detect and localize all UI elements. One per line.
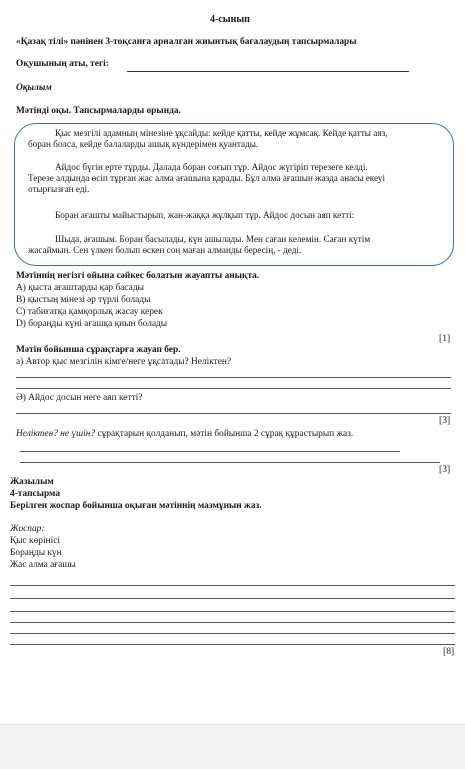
task3-score: [3]: [439, 464, 451, 475]
student-name-field[interactable]: [127, 71, 409, 72]
task1-score: [1]: [439, 333, 451, 344]
paragraph-2-line-3: отырғызған еді.: [28, 184, 90, 194]
task2-score: [3]: [439, 415, 451, 426]
answer-line[interactable]: [10, 633, 455, 634]
answer-line[interactable]: [10, 598, 455, 599]
task1-option-b[interactable]: B) қыстың мінезі әр түрлі болады: [16, 295, 151, 305]
answer-line[interactable]: [10, 644, 455, 645]
paragraph-3-line-1: Боран ағашты майыстырып, жан-жаққа жұлқып тұр. Айдос досын аяп кетті:: [55, 210, 355, 220]
plan-item-3: Жас алма ағашы: [10, 560, 76, 570]
paragraph-4-line-1: Шыда, ағашым. Боран басылады, күн ашылады. Мен саған келемін. Саған күтім: [55, 234, 371, 244]
answer-line[interactable]: [10, 622, 455, 623]
task1-question: Мәтіннің негізгі ойына сәйкес болатын жауапты анықта.: [16, 271, 260, 281]
plan-item-2: Бораңды күн: [10, 548, 62, 558]
task1-option-c[interactable]: C) табиғатқа қамқорлық жасау керек: [16, 307, 163, 317]
paragraph-2-line-2: Терезе алдында өсіп тұрған жас алма ағашына қарады. Бұл алма ағашын жазда анасы екеуі: [28, 173, 386, 183]
task4-instruction: Берілген жоспар бойынша оқыған мәтіннің мазмұнын жаз.: [10, 501, 262, 511]
viewer-footer: [0, 724, 465, 769]
reading-instruction: Мәтінді оқы. Тапсырмаларды орында.: [16, 106, 181, 116]
task4-score: [8]: [443, 646, 455, 657]
task2-question-a: а) Автор қыс мезгілін кімге/неге ұқсатады? Неліктен?: [16, 357, 232, 367]
plan-label: Жоспар:: [10, 524, 45, 534]
answer-line[interactable]: [20, 451, 400, 452]
task1-option-d[interactable]: D) бораңды күні ағашқа қиын болады: [16, 319, 168, 329]
answer-line[interactable]: [16, 413, 451, 414]
task3-instruction: [16, 429, 353, 440]
task3-instruction-italic: Неліктен? не үшін?: [16, 429, 96, 439]
answer-line[interactable]: [16, 377, 451, 378]
writing-section-title: Жазылым: [10, 477, 54, 487]
answer-line[interactable]: [20, 462, 440, 463]
answer-line[interactable]: [10, 611, 455, 612]
task4-label: 4-тапсырма: [10, 489, 61, 499]
student-name-label: Оқушының аты, тегі:: [16, 59, 109, 69]
paragraph-1-line-1: Қыс мезгілі адамның мінезіне ұқсайды: кейде қатты, кейде жұмсақ. Кейде қатты аяз,: [55, 128, 388, 138]
task2-question-b: Ә) Айдос досын неге аяп кетті?: [16, 393, 143, 403]
paragraph-4-line-2: жасаймын. Сен үлкен болып өскен соң маған алманды бересің, - деді.: [28, 245, 302, 255]
grade-heading: 4-сынып: [210, 14, 250, 25]
task3-instruction-text: сұрақтарын қолданып, мәтін бойынша 2 сұрақ құрастырып жаз.: [95, 429, 354, 439]
paragraph-2-line-1: Айдос бүгін ерте тұрды. Далада боран соғып тұр. Айдос жүгіріп терезеге келді.: [55, 162, 368, 172]
worksheet-title: «Қазақ тілі» пәнінен 3-тоқсанға арналған жиынтық бағалаудың тапсырмалары: [16, 37, 357, 47]
answer-line[interactable]: [10, 585, 455, 586]
reading-section-title: Оқылым: [16, 83, 52, 93]
plan-item-1: Қыс көрінісі: [10, 536, 60, 546]
answer-line[interactable]: [16, 388, 451, 389]
task2-question: Мәтін бойынша сұрақтарға жауап бер.: [16, 345, 181, 355]
paragraph-1-line-2: боран болса, кейде балаларды ашық күндерімен қуантады.: [28, 139, 259, 149]
task1-option-a[interactable]: A) қыста ағаштарды қар басады: [16, 283, 144, 293]
